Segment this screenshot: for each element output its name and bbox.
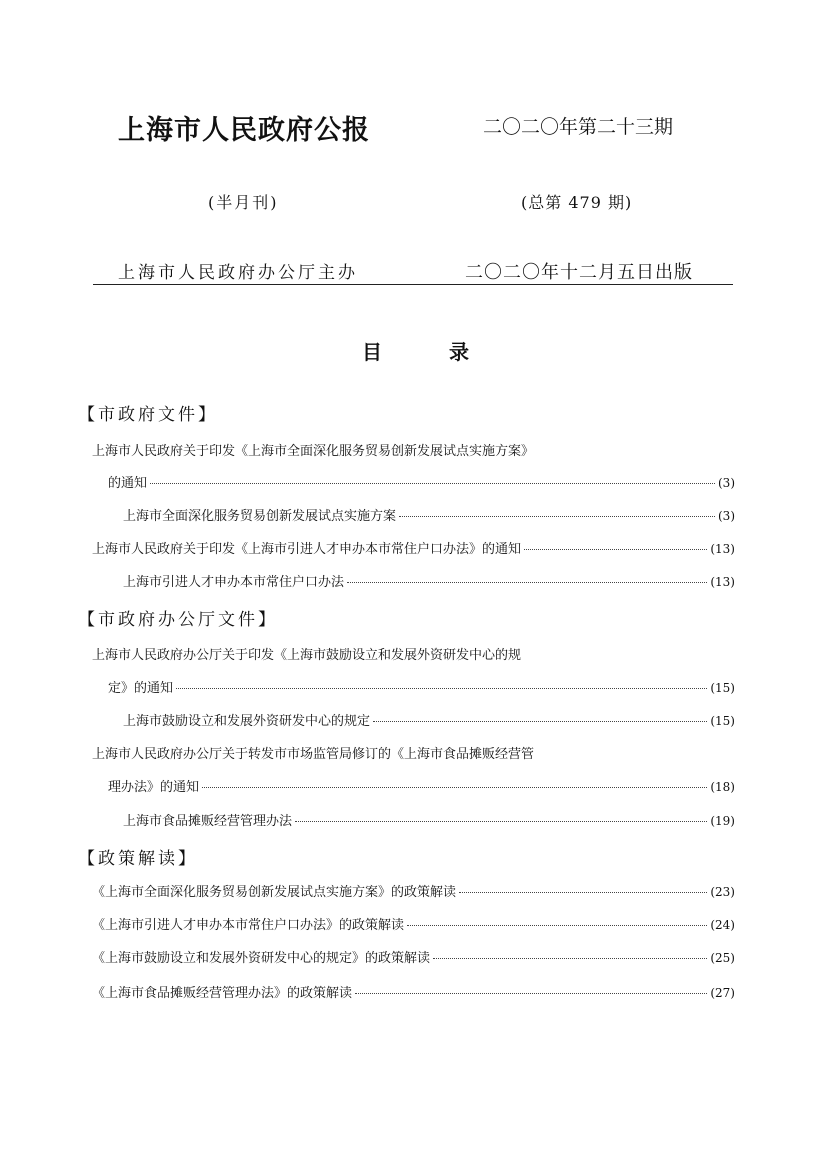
toc-entry[interactable]	[123, 710, 735, 729]
toc-page-number: (19)	[710, 814, 735, 828]
sponsor: 上海市人民政府办公厅主办	[118, 263, 358, 283]
toc-entry-line: 上海市人民政府办公厅关于转发市市场监管局修订的《上海市食品摊贩经营管	[92, 747, 535, 762]
section-heading-office-documents: 【市政府办公厅文件】	[78, 610, 278, 630]
dot-leader	[399, 516, 715, 517]
toc-entry[interactable]	[108, 776, 735, 795]
toc-entry-line: 上海市人民政府办公厅关于印发《上海市鼓励设立和发展外资研发中心的规	[92, 648, 522, 663]
toc-entry-text: 上海市全面深化服务贸易创新发展试点实施方案	[123, 509, 397, 524]
dot-leader	[433, 958, 707, 959]
toc-title-left: 目	[362, 340, 382, 364]
toc-entry-text: 定》的通知	[108, 681, 174, 696]
dot-leader	[347, 582, 707, 583]
toc-entry-line: 上海市人民政府关于印发《上海市全面深化服务贸易创新发展试点实施方案》	[92, 444, 535, 459]
issue-number: 二〇二〇年第二十三期	[483, 116, 674, 138]
section-heading-policy-interpretation: 【政策解读】	[78, 849, 198, 869]
toc-page-number: (27)	[710, 986, 735, 1000]
dot-leader	[295, 821, 707, 822]
toc-entry-text: 《上海市全面深化服务贸易创新发展试点实施方案》的政策解读	[92, 885, 457, 900]
toc-page-number: (15)	[710, 714, 735, 728]
total-issue-number: (总第 479 期)	[521, 193, 633, 212]
dot-leader	[355, 993, 707, 994]
toc-entry[interactable]	[108, 677, 735, 696]
toc-entry[interactable]	[92, 982, 735, 1001]
toc-entry-text: 理办法》的通知	[108, 780, 200, 795]
toc-entry-text: 上海市引进人才申办本市常住户口办法	[123, 575, 345, 590]
toc-entry[interactable]	[123, 810, 735, 829]
dot-leader	[176, 688, 707, 689]
publication-frequency: (半月刊)	[208, 193, 279, 212]
toc-entry-text: 《上海市引进人才申办本市常住户口办法》的政策解读	[92, 918, 405, 933]
toc-page-number: (23)	[710, 885, 735, 899]
dot-leader	[407, 925, 707, 926]
toc-entry-text: 《上海市食品摊贩经营管理办法》的政策解读	[92, 986, 353, 1001]
toc-entry-text: 《上海市鼓励设立和发展外资研发中心的规定》的政策解读	[92, 951, 431, 966]
publish-date: 二〇二〇年十二月五日出版	[465, 262, 693, 283]
toc-entry-text: 的通知	[108, 476, 148, 491]
toc-page-number: (13)	[710, 542, 735, 556]
toc-page-number: (3)	[718, 509, 735, 523]
toc-page-number: (25)	[710, 951, 735, 965]
toc-page-number: (18)	[710, 780, 735, 794]
publication-title: 上海市人民政府公报	[118, 115, 370, 146]
toc-entry[interactable]	[92, 538, 735, 557]
section-heading-municipal-documents: 【市政府文件】	[78, 405, 218, 425]
toc-entry[interactable]	[92, 881, 735, 900]
toc-entry-text: 上海市食品摊贩经营管理办法	[123, 814, 293, 829]
dot-leader	[150, 483, 715, 484]
toc-page-number: (15)	[710, 681, 735, 695]
toc-entry[interactable]	[123, 505, 735, 524]
toc-page-number: (13)	[710, 575, 735, 589]
dot-leader	[459, 892, 707, 893]
toc-entry[interactable]	[108, 472, 735, 491]
toc-entry[interactable]	[123, 571, 735, 590]
toc-page-number: (3)	[718, 476, 735, 490]
dot-leader	[524, 549, 707, 550]
dot-leader	[202, 787, 707, 788]
toc-title-right: 录	[449, 340, 469, 364]
header-divider	[93, 284, 733, 285]
toc-entry-text: 上海市人民政府关于印发《上海市引进人才申办本市常住户口办法》的通知	[92, 542, 522, 557]
toc-entry[interactable]	[92, 947, 735, 966]
dot-leader	[373, 721, 707, 722]
toc-page-number: (24)	[710, 918, 735, 932]
toc-entry-text: 上海市鼓励设立和发展外资研发中心的规定	[123, 714, 371, 729]
toc-entry[interactable]	[92, 914, 735, 933]
